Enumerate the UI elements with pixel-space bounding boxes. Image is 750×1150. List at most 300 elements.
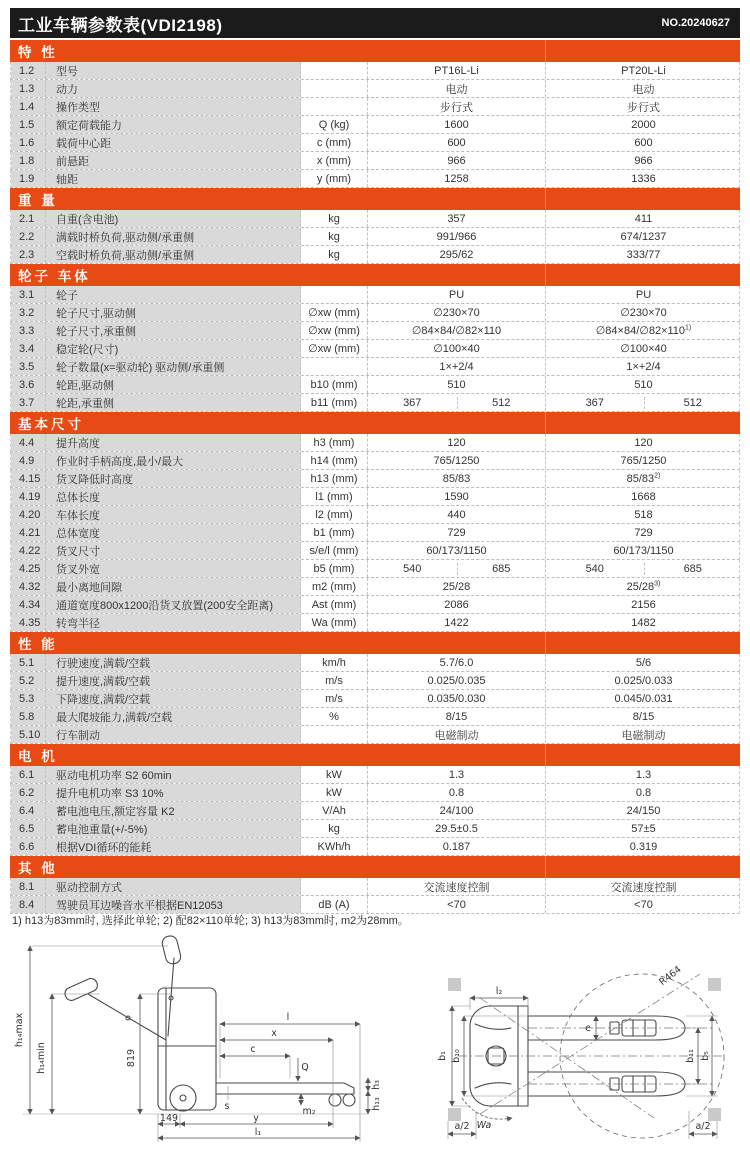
value-text: 295/62 (439, 248, 474, 261)
table-row (10, 322, 740, 340)
row-value-2 (546, 170, 741, 187)
section-title: 特 性 (18, 45, 58, 60)
section-header (10, 264, 740, 286)
row-label: 提升高度 (46, 434, 301, 451)
row-value-2 (546, 322, 741, 339)
value-text: 8/15 (632, 710, 655, 723)
row-unit: kW (301, 766, 368, 783)
value-text: 电磁制动 (434, 729, 479, 742)
row-value-1 (368, 116, 546, 133)
row-id: 4.21 (11, 524, 46, 541)
row-label: 轮子数量(x=驱动轮) 驱动侧/承重侧 (46, 358, 301, 375)
row-value-2 (546, 286, 741, 303)
value-text: 1600 (444, 118, 469, 131)
row-value-2 (546, 838, 741, 855)
row-value-2 (546, 152, 741, 169)
row-value-1 (368, 322, 546, 339)
row-id: 3.6 (11, 376, 46, 393)
row-unit: Wa (mm) (301, 614, 368, 631)
value-text: 0.8 (635, 786, 652, 799)
row-unit: b1 (mm) (301, 524, 368, 541)
row-unit: ∅xw (mm) (301, 322, 368, 339)
row-label: 驱动电机功率 S2 60min (46, 766, 301, 783)
row-id: 4.25 (11, 560, 46, 577)
dim-label-a2-right: a/2 (695, 1121, 711, 1132)
value-text: 510 (447, 378, 466, 391)
row-label: 下降速度,满载/空载 (46, 690, 301, 707)
value-text: 765/1250 (620, 454, 667, 467)
table-row (10, 170, 740, 188)
row-value-1 (368, 726, 546, 743)
dim-label-q: Q (301, 1062, 309, 1073)
table-row (10, 766, 740, 784)
dim-label-l1: l₁ (254, 1127, 262, 1138)
row-label: 驾驶员耳边噪音水平根据EN12053 (46, 896, 301, 913)
row-id: 2.1 (11, 210, 46, 227)
value-text: 1×+2/4 (626, 360, 661, 373)
row-value-2 (546, 672, 741, 689)
row-id: 4.22 (11, 542, 46, 559)
row-value-1 (368, 896, 546, 913)
table-row (10, 152, 740, 170)
value-text: 729 (634, 526, 653, 539)
row-value-1 (368, 488, 546, 505)
row-value-1 (368, 596, 546, 613)
row-id: 4.9 (11, 452, 46, 469)
value-text: 1422 (444, 616, 469, 629)
section-column-divider (545, 744, 546, 766)
table-row (10, 62, 740, 80)
page-title: 工业车辆参数表(VDI2198) (18, 15, 223, 35)
row-unit: l2 (mm) (301, 506, 368, 523)
row-id: 2.3 (11, 246, 46, 263)
row-value-1 (368, 878, 546, 895)
table-row (10, 690, 740, 708)
value-text: <70 (634, 898, 653, 911)
row-unit: l1 (mm) (301, 488, 368, 505)
dim-label-m2: m₂ (302, 1106, 316, 1117)
row-id: 5.2 (11, 672, 46, 689)
row-label: 轮子尺寸,驱动侧 (46, 304, 301, 321)
row-label: 货叉外宽 (46, 560, 301, 577)
row-unit: x (mm) (301, 152, 368, 169)
dim-label-b11: b₁₁ (685, 1049, 696, 1063)
table-row (10, 654, 740, 672)
row-label: 车体长度 (46, 506, 301, 523)
title-bar (10, 8, 740, 38)
row-id: 6.2 (11, 784, 46, 801)
row-unit (301, 286, 368, 303)
table-row (10, 542, 740, 560)
table-row (10, 878, 740, 896)
row-unit: kW (301, 784, 368, 801)
row-value-1 (368, 170, 546, 187)
row-id: 3.3 (11, 322, 46, 339)
row-label: 转弯半径 (46, 614, 301, 631)
row-value-2 (546, 506, 741, 523)
value-text: ∅230×70 (433, 307, 480, 319)
value-text: ∅84×84/∅82×110 (411, 325, 502, 337)
row-unit (301, 62, 368, 79)
value-text: 440 (447, 508, 466, 521)
row-unit: m/s (301, 690, 368, 707)
row-value-2 (546, 690, 741, 707)
section-title: 轮子 车体 (18, 269, 91, 284)
table-row (10, 596, 740, 614)
table-row (10, 304, 740, 322)
value-text: ∅230×70 (620, 307, 667, 319)
table-row (10, 726, 740, 744)
row-value-1 (368, 134, 546, 151)
row-id: 4.4 (11, 434, 46, 451)
table-row (10, 784, 740, 802)
row-unit: h14 (mm) (301, 452, 368, 469)
value-text: ∅100×40 (433, 343, 480, 355)
row-label: 满载时桥负荷,驱动侧/承重侧 (46, 228, 301, 245)
value-text: 411 (634, 212, 653, 225)
value-text: 0.035/0.030 (427, 692, 486, 705)
doc-number: NO.20240627 (661, 17, 730, 29)
table-row (10, 470, 740, 488)
table-row (10, 614, 740, 632)
row-label: 蓄电池电压,额定容量 K2 (46, 802, 301, 819)
value-text: 25/28$^{3)}$ (626, 579, 661, 593)
row-value-2 (546, 434, 741, 451)
row-id: 1.9 (11, 170, 46, 187)
row-value-1 (368, 394, 546, 411)
row-value-1 (368, 784, 546, 801)
row-value-2 (546, 820, 741, 837)
dim-label-l2: l₂ (495, 986, 503, 997)
row-value-1 (368, 286, 546, 303)
section-header (10, 412, 740, 434)
value-text: 510 (634, 378, 653, 391)
row-value-1 (368, 506, 546, 523)
dim-label-x: x (271, 1028, 277, 1039)
value-text: $\emptyset 84\times 84/\emptyset 82\times 110^{1)}$ (595, 324, 692, 337)
row-unit: b11 (mm) (301, 394, 368, 411)
row-value-1 (368, 340, 546, 357)
row-value-1 (368, 452, 546, 469)
row-value-1 (368, 654, 546, 671)
row-unit: V/Ah (301, 802, 368, 819)
table-row (10, 506, 740, 524)
row-value-1 (368, 98, 546, 115)
row-value-1 (368, 524, 546, 541)
row-label: 载荷中心距 (46, 134, 301, 151)
dim-label-b10: b₁₀ (451, 1049, 462, 1063)
row-unit (301, 98, 368, 115)
row-unit: dB (A) (301, 896, 368, 913)
row-id: 3.4 (11, 340, 46, 357)
row-label: 最大爬坡能力,满载/空载 (46, 708, 301, 725)
row-id: 1.3 (11, 80, 46, 97)
value-text: 60/173/1150 (613, 544, 674, 557)
row-label: 总体宽度 (46, 524, 301, 541)
value-text: 60/173/1150 (426, 544, 487, 557)
dim-label-y: y (253, 1113, 259, 1124)
value-text: 85/83 (442, 472, 471, 485)
row-unit (301, 358, 368, 375)
row-unit: y (mm) (301, 170, 368, 187)
row-value-2 (546, 98, 741, 115)
row-label: 提升电机功率 S3 10% (46, 784, 301, 801)
row-label: 通道宽度800x1200沿货叉放置(200安全距离) (46, 596, 301, 613)
row-id: 3.5 (11, 358, 46, 375)
row-id: 1.8 (11, 152, 46, 169)
section-header (10, 188, 740, 210)
dim-label-h14min: h₁₄min (36, 1042, 47, 1074)
row-label: 轮子尺寸,承重侧 (46, 322, 301, 339)
value-text: 8/15 (445, 710, 468, 723)
row-id: 6.5 (11, 820, 46, 837)
row-id: 1.4 (11, 98, 46, 115)
row-label: 总体长度 (46, 488, 301, 505)
row-unit: m2 (mm) (301, 578, 368, 595)
row-id: 4.19 (11, 488, 46, 505)
row-value-1 (368, 470, 546, 487)
value-text: 0.8 (448, 786, 465, 799)
value-text: PT20L-Li (621, 64, 666, 77)
value-text: 0.187 (442, 840, 471, 853)
value-text: 120 (447, 436, 466, 449)
value-text: 966 (447, 154, 466, 167)
row-id: 6.6 (11, 838, 46, 855)
value-text: 0.025/0.033 (614, 674, 673, 687)
value-text: 765/1250 (433, 454, 480, 467)
row-id: 1.5 (11, 116, 46, 133)
row-value-1 (368, 542, 546, 559)
row-value-1a: 540 (403, 562, 422, 575)
table-row (10, 376, 740, 394)
row-id: 4.34 (11, 596, 46, 613)
row-unit: KWh/h (301, 838, 368, 855)
section-column-divider (545, 632, 546, 654)
row-value-2 (546, 488, 741, 505)
dim-label-r464: R464 (657, 964, 684, 988)
value-text: 1482 (631, 616, 656, 629)
row-value-2 (546, 878, 741, 895)
row-id: 4.20 (11, 506, 46, 523)
table-row (10, 578, 740, 596)
row-label: 最小离地间隙 (46, 578, 301, 595)
row-unit: h13 (mm) (301, 470, 368, 487)
value-text: 674/1237 (620, 230, 667, 243)
value-text: PU (448, 288, 465, 301)
value-text: 333/77 (626, 248, 661, 261)
spec-table (10, 40, 740, 914)
row-value-2 (546, 896, 741, 913)
row-value-2a: 367 (585, 396, 604, 409)
row-id: 8.4 (11, 896, 46, 913)
row-label: 操作类型 (46, 98, 301, 115)
row-value-2 (546, 340, 741, 357)
table-row (10, 358, 740, 376)
row-value-2 (546, 134, 741, 151)
row-id: 4.32 (11, 578, 46, 595)
row-value-2 (546, 560, 741, 577)
row-unit: km/h (301, 654, 368, 671)
row-value-1 (368, 358, 546, 375)
row-id: 3.2 (11, 304, 46, 321)
row-value-1b: 512 (457, 397, 546, 409)
dim-label-c: c (250, 1044, 256, 1055)
value-text: 2000 (631, 118, 656, 131)
value-text: 57±5 (631, 822, 656, 835)
value-text: PU (635, 288, 652, 301)
row-label: 货叉降低时高度 (46, 470, 301, 487)
section-header (10, 632, 740, 654)
row-value-2 (546, 708, 741, 725)
value-text: 1258 (444, 172, 469, 185)
row-value-2 (546, 358, 741, 375)
row-id: 6.4 (11, 802, 46, 819)
row-label: 根据VDI循环的能耗 (46, 838, 301, 855)
table-row (10, 116, 740, 134)
table-row (10, 524, 740, 542)
row-label: 蓄电池重量(+/-5%) (46, 820, 301, 837)
row-value-2 (546, 452, 741, 469)
section-column-divider (545, 188, 546, 210)
table-row (10, 434, 740, 452)
top-view-drawing (400, 928, 745, 1148)
row-unit: c (mm) (301, 134, 368, 151)
row-id: 4.35 (11, 614, 46, 631)
value-text: <70 (447, 898, 466, 911)
row-label: 轮子 (46, 286, 301, 303)
table-row (10, 340, 740, 358)
value-text: 357 (447, 212, 466, 225)
row-label: 自重(含电池) (46, 210, 301, 227)
section-title: 电 机 (18, 749, 58, 764)
table-row (10, 98, 740, 116)
row-label: 轮距,驱动侧 (46, 376, 301, 393)
row-value-2 (546, 524, 741, 541)
row-value-1 (368, 304, 546, 321)
row-value-1 (368, 210, 546, 227)
row-unit: ∅xw (mm) (301, 340, 368, 357)
value-text: 5.7/6.0 (439, 656, 474, 669)
row-value-2 (546, 80, 741, 97)
row-unit: ∅xw (mm) (301, 304, 368, 321)
dim-label-b5: b₅ (700, 1051, 711, 1061)
dim-label-149: 149 (159, 1113, 179, 1124)
table-row (10, 820, 740, 838)
row-label: 提升速度,满载/空载 (46, 672, 301, 689)
row-unit (301, 80, 368, 97)
section-column-divider (545, 264, 546, 286)
table-row (10, 708, 740, 726)
row-unit: Ast (mm) (301, 596, 368, 613)
row-unit: Q (kg) (301, 116, 368, 133)
dim-label-a2-left: a/2 (454, 1121, 470, 1132)
dim-label-l: l (286, 1012, 290, 1023)
row-value-2 (546, 596, 741, 613)
row-value-1 (368, 246, 546, 263)
row-label: 前悬距 (46, 152, 301, 169)
row-value-2 (546, 542, 741, 559)
value-text: 966 (634, 154, 653, 167)
row-label: 稳定轮(尺寸) (46, 340, 301, 357)
row-unit: b10 (mm) (301, 376, 368, 393)
row-id: 5.10 (11, 726, 46, 743)
dim-label-h3: h₃ (371, 1080, 382, 1090)
row-value-1 (368, 62, 546, 79)
table-row (10, 246, 740, 264)
row-value-1 (368, 838, 546, 855)
table-row (10, 802, 740, 820)
section-header (10, 40, 740, 62)
value-text: 518 (634, 508, 653, 521)
row-label: 动力 (46, 80, 301, 97)
row-unit: b5 (mm) (301, 560, 368, 577)
value-text: 交流速度控制 (423, 881, 490, 894)
value-text: ∅100×40 (620, 343, 667, 355)
section-column-divider (545, 412, 546, 434)
row-value-1 (368, 228, 546, 245)
row-value-2 (546, 116, 741, 133)
row-value-1 (368, 614, 546, 631)
row-value-1 (368, 708, 546, 725)
dim-label-h13: h₁₃ (371, 1097, 382, 1111)
value-text: 120 (634, 436, 653, 449)
row-value-2 (546, 784, 741, 801)
value-text: 2156 (631, 598, 656, 611)
row-value-1 (368, 152, 546, 169)
row-id: 2.2 (11, 228, 46, 245)
table-row (10, 394, 740, 412)
value-text: 29.5±0.5 (435, 822, 478, 835)
row-value-1a: 367 (403, 396, 422, 409)
table-row (10, 672, 740, 690)
row-id: 1.6 (11, 134, 46, 151)
value-text: 85/83$^{2)}$ (626, 471, 661, 485)
value-text: 5/6 (635, 656, 652, 669)
row-value-1 (368, 434, 546, 451)
row-unit: s/e/l (mm) (301, 542, 368, 559)
row-unit (301, 726, 368, 743)
value-text: 电动 (445, 83, 468, 96)
value-text: 24/150 (626, 804, 661, 817)
row-label: 空载时桥负荷,驱动侧/承重侧 (46, 246, 301, 263)
row-label: 货叉尺寸 (46, 542, 301, 559)
row-unit: kg (301, 210, 368, 227)
value-text: 2086 (444, 598, 469, 611)
row-value-2 (546, 376, 741, 393)
row-id: 1.2 (11, 62, 46, 79)
row-id: 8.1 (11, 878, 46, 895)
section-title: 性 能 (18, 637, 58, 652)
value-text: 1336 (631, 172, 656, 185)
row-unit: kg (301, 246, 368, 263)
row-value-1 (368, 820, 546, 837)
row-value-1 (368, 80, 546, 97)
section-header (10, 744, 740, 766)
table-row (10, 452, 740, 470)
row-value-2 (546, 654, 741, 671)
value-text: 729 (447, 526, 466, 539)
value-footnote-mark: 3) (654, 579, 661, 587)
table-row (10, 286, 740, 304)
dim-label-b1: b₁ (437, 1051, 448, 1061)
section-header (10, 856, 740, 878)
value-text: 0.045/0.031 (614, 692, 673, 705)
row-value-2 (546, 246, 741, 263)
row-value-2 (546, 470, 741, 487)
table-row (10, 488, 740, 506)
footnote: 1) h13为83mm时, 选择此单轮; 2) 配82×110单轮; 3) h13为83mm时, m2为28mm。 (12, 915, 409, 927)
row-value-1 (368, 560, 546, 577)
